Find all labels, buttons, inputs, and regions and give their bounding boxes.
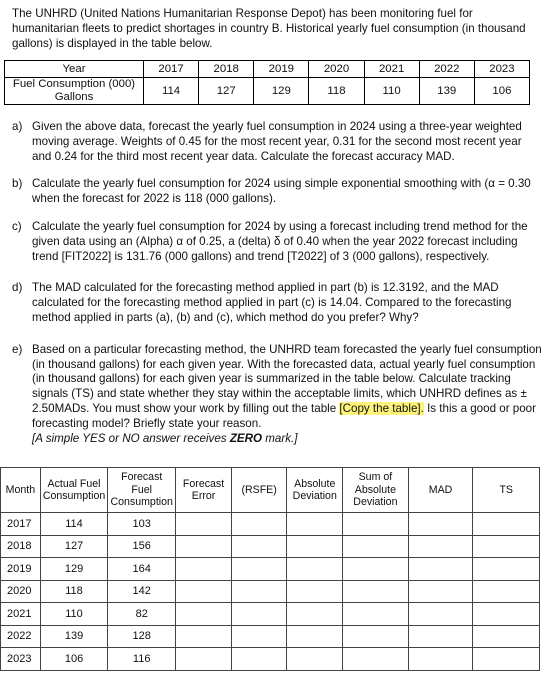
rsfe-cell [231, 580, 287, 603]
table-row [1, 648, 540, 671]
forecast-error-cell [176, 535, 232, 558]
grading-note [32, 432, 297, 445]
fuel-header: Fuel Consumption (000) Gallons [5, 78, 144, 105]
actual-cell: 110 [40, 603, 107, 626]
absolute-deviation-cell [287, 513, 343, 536]
year-cell: 2020 [309, 61, 364, 78]
question-e [12, 343, 542, 447]
sum-absolute-deviation-cell [343, 513, 408, 536]
month-cell: 2023 [1, 648, 41, 671]
ts-header-row [1, 468, 540, 513]
header-ts: TS [473, 468, 540, 513]
forecast-error-cell [176, 580, 232, 603]
month-cell: 2022 [1, 625, 41, 648]
actual-cell: 139 [40, 625, 107, 648]
question-c [12, 220, 542, 264]
sum-absolute-deviation-cell [343, 535, 408, 558]
forecast-error-cell [176, 625, 232, 648]
year-cell: 2018 [199, 61, 254, 78]
question-d [12, 281, 542, 325]
fuel-row [5, 78, 530, 105]
header-rsfe: (RSFE) [231, 468, 287, 513]
forecast-cell: 128 [108, 625, 176, 648]
actual-cell: 127 [40, 535, 107, 558]
fuel-history-table [4, 60, 530, 105]
question-e-body: Based on a particular forecasting method, the UNHRD team forecasted the yearly fuel consumption (in thousand gallons) for each given year. With the forecasted data, actual yearly fuel consumption (in thousand gallons) for each given year is summarized in the table below. Calculate tracking signals (TS) and state whether they stay within the acceptable limits, which UNHRD defines as ± 2.50MADs. You must show your work by filling out the table [32, 342, 542, 415]
question-text: Given the above data, forecast the yearly fuel consumption in 2024 using a three-year weighted moving average. Weights of 0.45 for the most recent year, 0.31 for the second most recent year and 0.24 for the third most recent year data. Calculate the forecast accuracy MAD. [32, 120, 522, 163]
year-row [5, 61, 530, 78]
question-e-after: Is this a good or poor forecasting model? Briefly state your reason. [32, 401, 536, 430]
table-row [1, 513, 540, 536]
question-label: e) [12, 342, 23, 356]
table-row [1, 603, 540, 626]
ts-cell [473, 580, 540, 603]
mad-cell [408, 580, 473, 603]
mad-cell [408, 648, 473, 671]
question-text: Calculate the yearly fuel consumption for 2024 using simple exponential smoothing with (α = 0.30 when the forecast for 2022 is 118 (000 gallons). [32, 177, 531, 206]
absolute-deviation-cell [287, 580, 343, 603]
actual-cell: 106 [40, 648, 107, 671]
ts-cell [473, 558, 540, 581]
question-b [12, 177, 542, 207]
header-forecast: Forecast Fuel Consumption [108, 468, 176, 513]
header-actual: Actual Fuel Consumption [40, 468, 107, 513]
tracking-signal-table [0, 467, 540, 671]
forecast-error-cell [176, 513, 232, 536]
intro-paragraph: The UNHRD (United Nations Humanitarian Response Depot) has been monitoring fuel for humanitarian fleets to predict shortages in country B. Historical yearly fuel consumption (in thousand gallons) is displayed in the table below. [12, 7, 526, 50]
question-label: b) [12, 177, 23, 191]
question-a [12, 120, 542, 164]
actual-cell: 114 [40, 513, 107, 536]
forecast-cell: 156 [108, 535, 176, 558]
ts-cell [473, 603, 540, 626]
year-header: Year [5, 61, 144, 78]
note-prefix: [A simple YES or NO answer receives [32, 431, 230, 445]
fuel-cell: 118 [309, 78, 364, 105]
table-row [1, 580, 540, 603]
forecast-cell: 103 [108, 513, 176, 536]
mad-cell [408, 513, 473, 536]
rsfe-cell [231, 648, 287, 671]
rsfe-cell [231, 558, 287, 581]
forecast-cell: 82 [108, 603, 176, 626]
ts-cell [473, 648, 540, 671]
forecast-cell: 164 [108, 558, 176, 581]
forecast-cell: 116 [108, 648, 176, 671]
ts-cell [473, 535, 540, 558]
sum-absolute-deviation-cell [343, 580, 408, 603]
year-cell: 2017 [144, 61, 199, 78]
question-text: Calculate the yearly fuel consumption for 2024 by using a forecast including trend method for the given data using an (Alpha) α of 0.25, a (delta) δ of 0.40 when the year 2022 forecast including trend [FIT2022] is 131.76 (000 gallons) and trend [T2022] of 3 (000 gallons), respectively. [32, 219, 528, 263]
month-cell: 2017 [1, 513, 41, 536]
fuel-cell: 106 [474, 78, 529, 105]
year-cell: 2019 [254, 61, 309, 78]
forecast-error-cell [176, 558, 232, 581]
question-text [32, 343, 542, 447]
sum-absolute-deviation-cell [343, 558, 408, 581]
fuel-cell: 127 [199, 78, 254, 105]
question-list [12, 120, 542, 446]
fuel-cell: 110 [364, 78, 419, 105]
forecast-error-cell [176, 603, 232, 626]
forecast-error-cell [176, 648, 232, 671]
note-suffix: mark.] [262, 431, 298, 445]
mad-cell [408, 625, 473, 648]
rsfe-cell [231, 535, 287, 558]
table-row [1, 558, 540, 581]
question-label: a) [12, 120, 23, 133]
question-text: The MAD calculated for the forecasting method applied in part (b) is 12.3192, and the MAD calculated for the forecasting method applied in part (c) is 14.04. Compared to the forecasting method applied in parts (a), (b) and (c), which method do you prefer? Why? [32, 281, 512, 324]
note-bold: ZERO [229, 431, 263, 445]
copy-table-highlight: [Copy the table]. [339, 401, 424, 415]
mad-cell [408, 603, 473, 626]
month-cell: 2020 [1, 580, 41, 603]
actual-cell: 118 [40, 580, 107, 603]
sum-absolute-deviation-cell [343, 625, 408, 648]
mad-cell [408, 535, 473, 558]
month-cell: 2019 [1, 558, 41, 581]
absolute-deviation-cell [287, 535, 343, 558]
rsfe-cell [231, 513, 287, 536]
header-month: Month [1, 468, 41, 513]
fuel-cell: 139 [419, 78, 474, 105]
table-row [1, 625, 540, 648]
absolute-deviation-cell [287, 603, 343, 626]
sum-absolute-deviation-cell [343, 603, 408, 626]
year-cell: 2023 [474, 61, 529, 78]
absolute-deviation-cell [287, 648, 343, 671]
ts-cell [473, 513, 540, 536]
rsfe-cell [231, 625, 287, 648]
absolute-deviation-cell [287, 558, 343, 581]
question-label: d) [12, 281, 23, 295]
actual-cell: 129 [40, 558, 107, 581]
header-mad: MAD [408, 468, 473, 513]
forecast-cell: 142 [108, 580, 176, 603]
fuel-cell: 129 [254, 78, 309, 105]
rsfe-cell [231, 603, 287, 626]
sum-absolute-deviation-cell [343, 648, 408, 671]
header-absolute-deviation: Absolute Deviation [287, 468, 343, 513]
month-cell: 2018 [1, 535, 41, 558]
mad-cell [408, 558, 473, 581]
fuel-cell: 114 [144, 78, 199, 105]
header-sum-absolute-deviation: Sum of Absolute Deviation [343, 468, 408, 513]
year-cell: 2022 [419, 61, 474, 78]
ts-cell [473, 625, 540, 648]
month-cell: 2021 [1, 603, 41, 626]
year-cell: 2021 [364, 61, 419, 78]
header-forecast-error: Forecast Error [176, 468, 232, 513]
table-row [1, 535, 540, 558]
absolute-deviation-cell [287, 625, 343, 648]
question-label: c) [12, 219, 22, 233]
